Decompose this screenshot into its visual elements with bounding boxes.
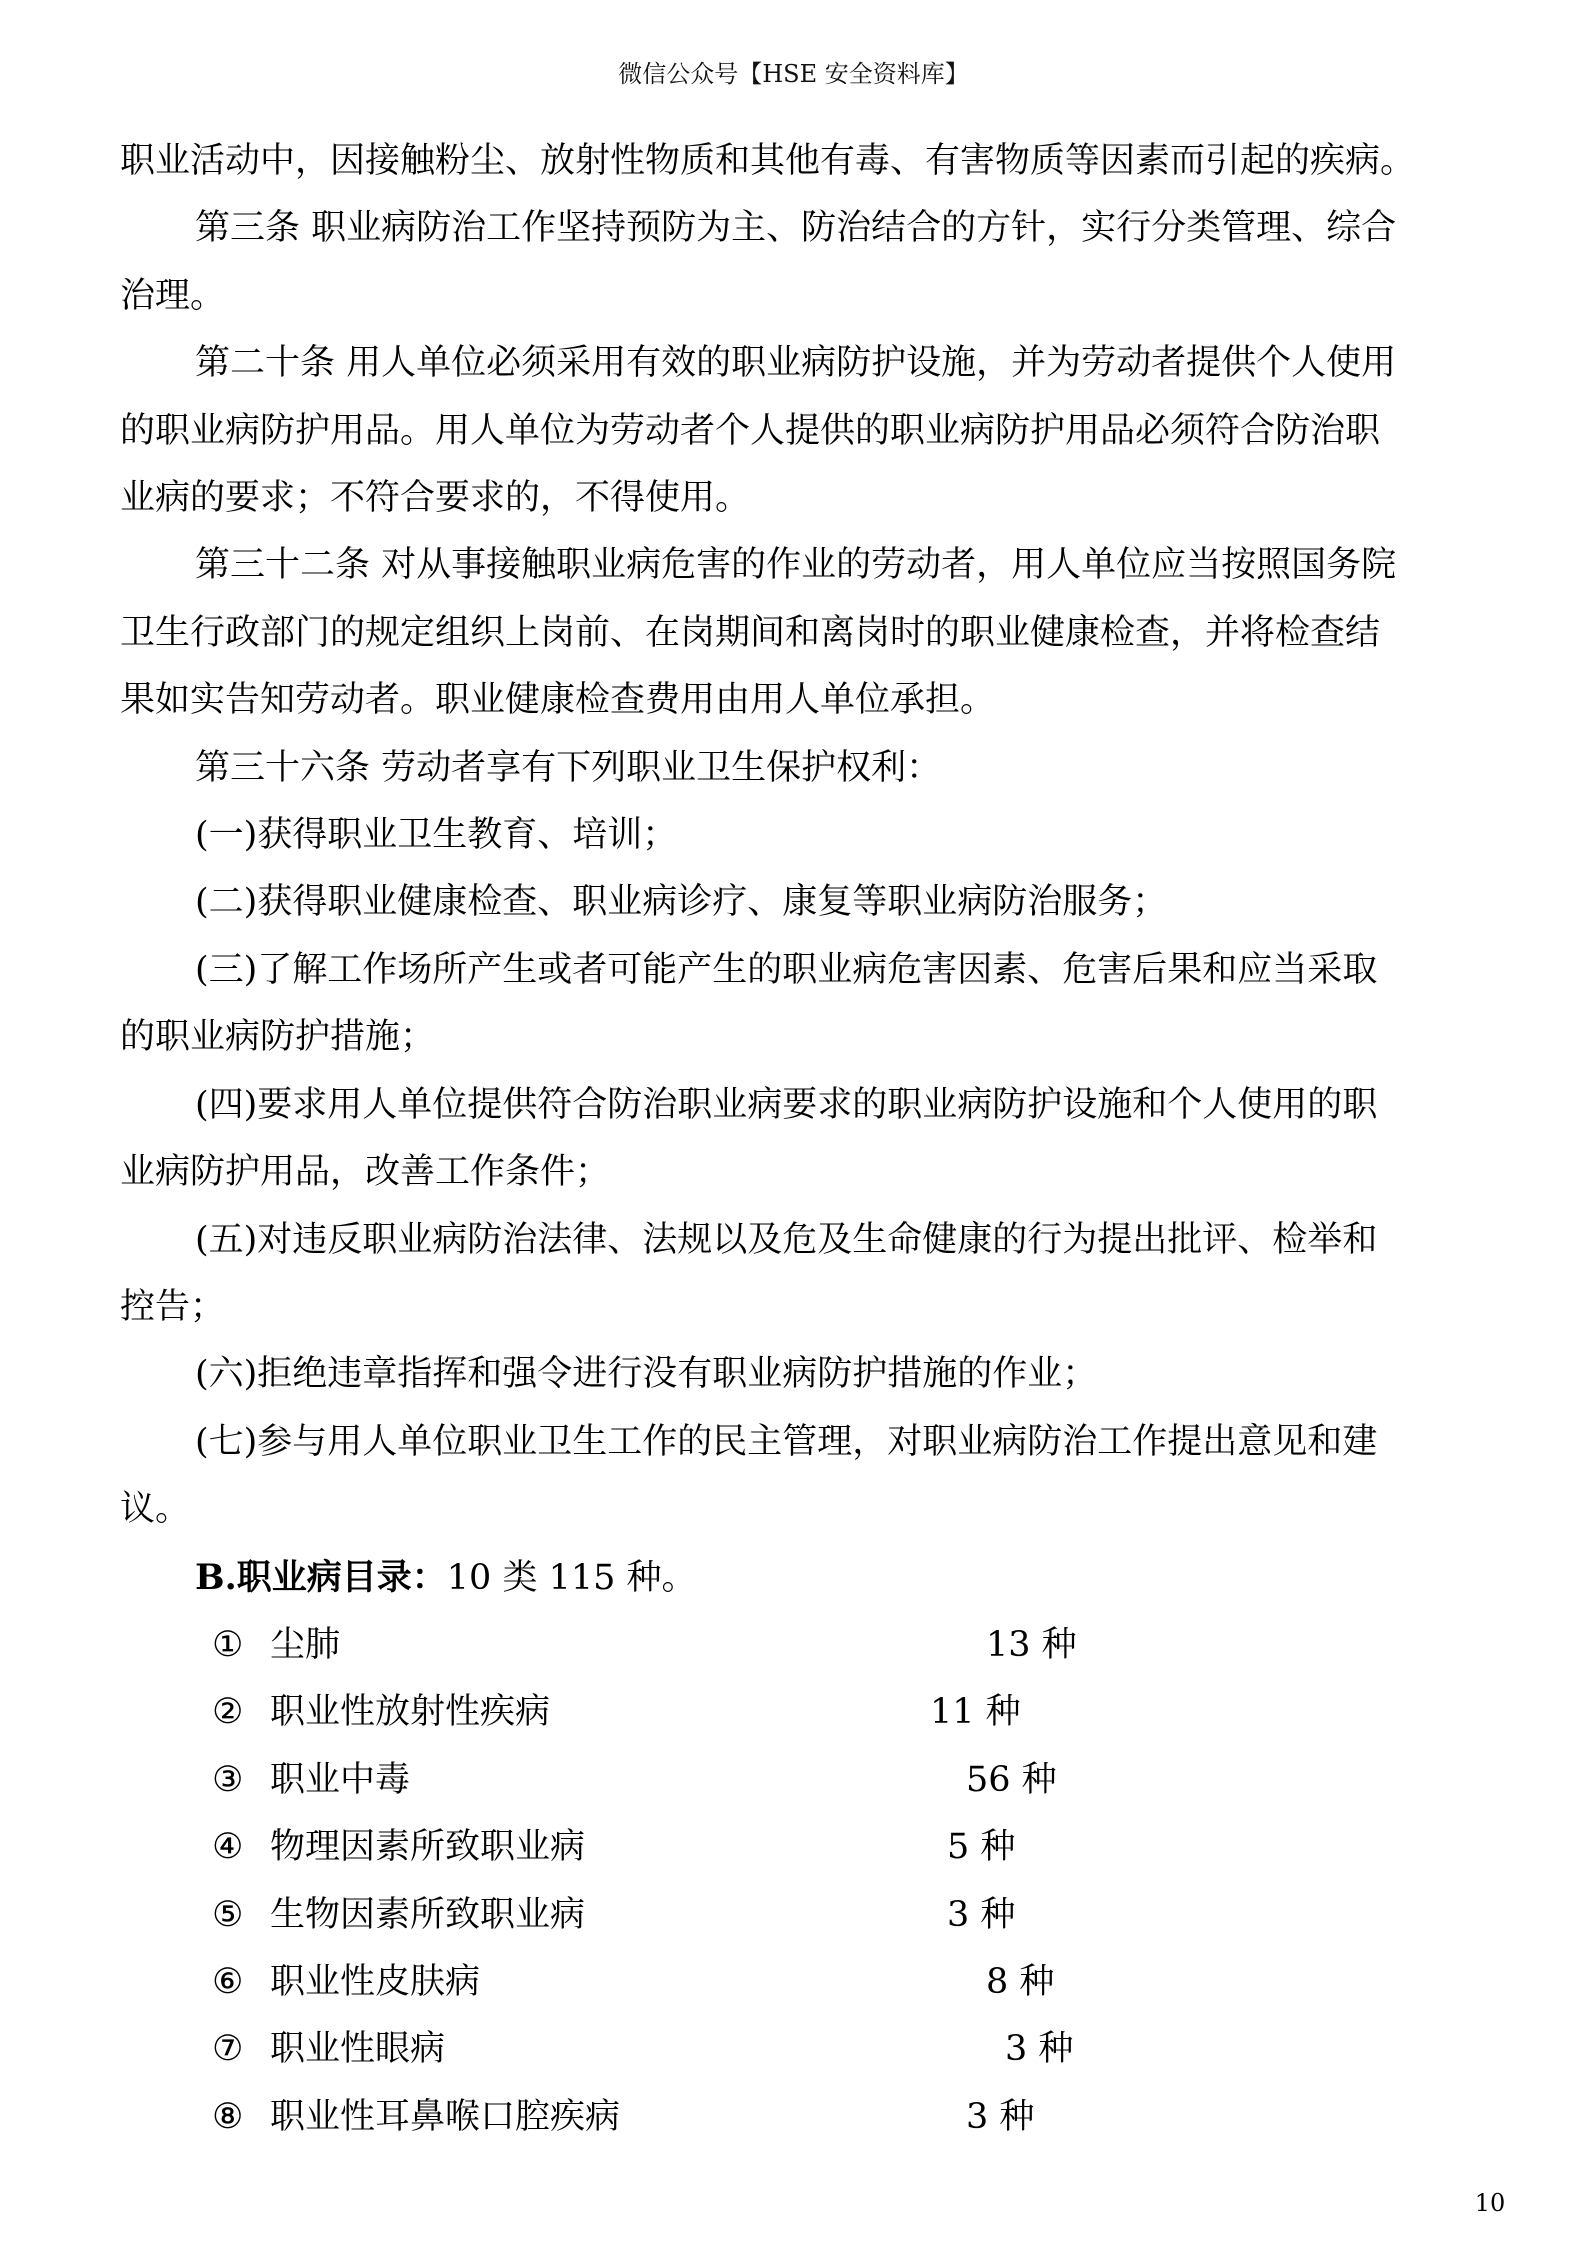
right-item-7-cont: 议。 [120,1489,191,1530]
catalog-item-count: 13 种 [986,1624,1077,1665]
catalog-item-count: 3 种 [1005,2029,1074,2070]
article-36-line: 第三十六条 劳动者享有下列职业卫生保护权利： [195,747,942,788]
catalog-item-number: ③ [212,1759,244,1800]
paragraph-line: 职业活动中，因接触粉尘、放射性物质和其他有毒、有害物质等因素而引起的疾病。 [120,141,1416,181]
article-20-line: 业病的要求；不符合要求的，不得使用。 [120,478,751,519]
document-body [120,128,1482,2151]
right-item-3-cont: 的职业病防护措施； [120,1017,436,1058]
catalog-item-number: ④ [212,1827,244,1868]
article-20-line: 的职业病防护用品。用人单位为劳动者个人提供的职业病防护用品必须符合防治职 [120,410,1381,451]
catalog-item-name: 职业性皮肤病 [270,1961,481,2002]
catalog-item-name: 尘肺 [270,1624,341,1665]
catalog-item-number: ⑦ [212,2029,244,2070]
catalog-item-number: ⑤ [212,1894,244,1935]
article-3-line: 第三条 职业病防治工作坚持预防为主、防治结合的方针，实行分类管理、综合 [195,208,1397,249]
catalog-item [120,2084,1482,2151]
catalog-item [120,1882,1482,1949]
catalog-item [120,1747,1482,1814]
catalog-item-name: 职业性眼病 [270,2029,446,2070]
right-item-4: (四)要求用人单位提供符合防治职业病要求的职业病防护设施和个人使用的职 [195,1084,1378,1125]
catalog-item [120,1949,1482,2016]
catalog-heading [120,1544,1482,1612]
right-item-5-cont: 控告； [120,1286,226,1327]
catalog-item-number: ⑧ [212,2096,244,2137]
catalog-item-name: 职业中毒 [270,1759,411,1800]
catalog-item [120,2016,1482,2083]
right-item-1: (一)获得职业卫生教育、培训； [195,815,678,856]
article-3-line: 治理。 [120,275,226,316]
right-item-4-cont: 业病防护用品，改善工作条件； [120,1152,611,1193]
right-item-6: (六)拒绝违章指挥和强令进行没有职业病防护措施的作业； [195,1354,1098,1395]
catalog-heading-summary: 10 类 115 种。 [446,1557,697,1598]
right-item-2: (二)获得职业健康检查、职业病诊疗、康复等职业病防治服务； [195,882,1168,923]
right-item-5: (五)对违反职业病防治法律、法规以及危及生命健康的行为提出批评、检举和 [195,1219,1378,1260]
catalog-item-count: 56 种 [966,1759,1057,1800]
catalog-item [120,1679,1482,1746]
catalog-heading-label: B.职业病目录： [195,1556,447,1598]
catalog-item-count: 8 种 [986,1961,1055,2002]
article-32-line: 果如实告知劳动者。职业健康检查费用由用人单位承担。 [120,680,996,721]
catalog-item-count: 11 种 [930,1692,1021,1733]
catalog-item-number: ① [212,1624,244,1665]
catalog-item [120,1814,1482,1881]
page-header: 微信公众号【HSE 安全资料库】 [618,60,969,88]
right-item-3: (三)了解工作场所产生或者可能产生的职业病危害因素、危害后果和应当采取 [195,949,1378,990]
catalog-item-name: 物理因素所致职业病 [270,1827,586,1868]
catalog-item-count: 3 种 [947,1894,1016,1935]
catalog-item-count: 3 种 [966,2096,1035,2137]
article-32-line: 第三十二条 对从事接触职业病危害的作业的劳动者，用人单位应当按照国务院 [195,545,1397,586]
catalog-item-name: 职业性耳鼻喉口腔疾病 [270,2096,621,2137]
catalog-item [120,1612,1482,1679]
catalog-item-name: 职业性放射性疾病 [270,1692,551,1733]
catalog-item-count: 5 种 [947,1827,1016,1868]
right-item-7: (七)参与用人单位职业卫生工作的民主管理，对职业病防治工作提出意见和建 [195,1421,1378,1462]
catalog-item-name: 生物因素所致职业病 [270,1894,586,1935]
catalog-item-number: ② [212,1692,244,1733]
page-number: 10 [1474,2189,1506,2217]
article-32-line: 卫生行政部门的规定组织上岗前、在岗期间和离岗时的职业健康检查，并将检查结 [120,612,1381,653]
catalog-item-number: ⑥ [212,1961,244,2002]
article-20-line: 第二十条 用人单位必须采用有效的职业病防护设施，并为劳动者提供个人使用 [195,343,1397,384]
